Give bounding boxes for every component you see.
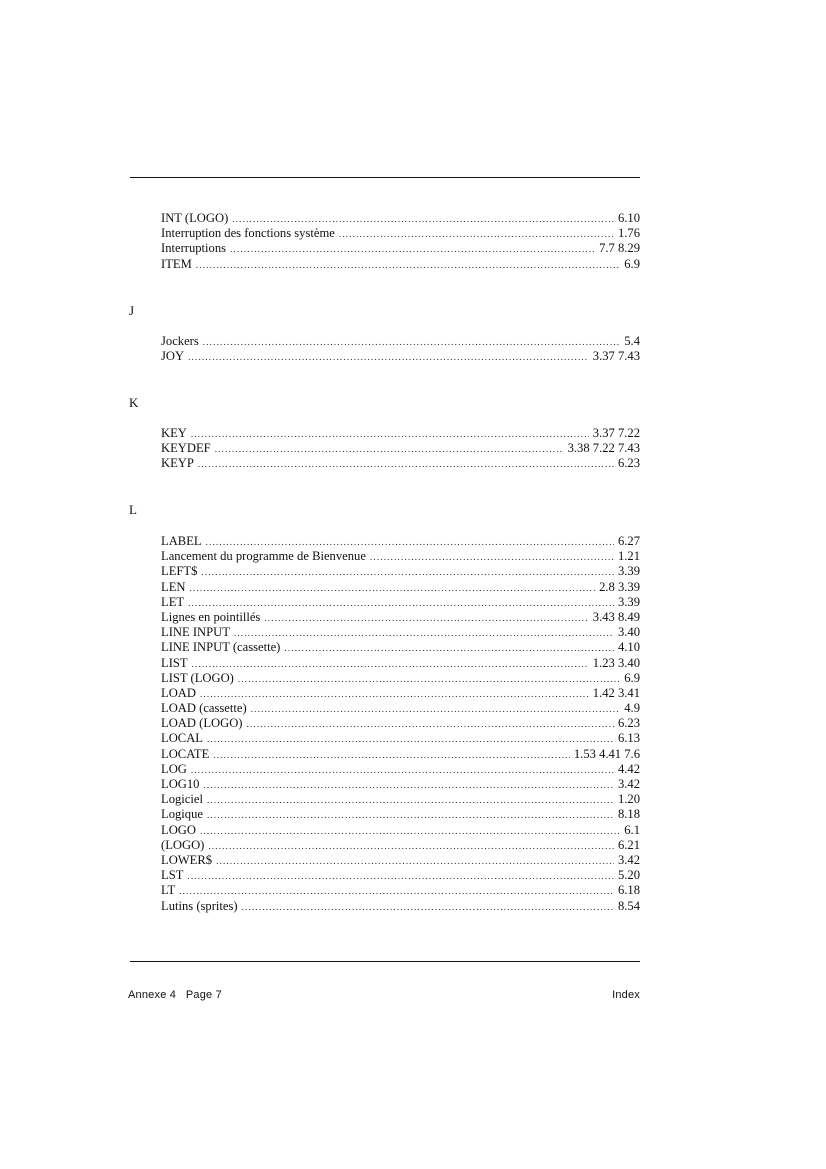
leader-dots: [251, 702, 621, 717]
leader-dots: [206, 535, 614, 550]
entry-pages: 1.53 4.41 7.6: [573, 746, 640, 761]
entry-term: KEYP: [161, 456, 194, 471]
leader-dots: [284, 641, 614, 656]
entry-pages: 3.43 8.49: [592, 609, 640, 624]
index-entry: [161, 656, 640, 671]
entry-term: LINE INPUT: [161, 625, 230, 640]
index-entry: [161, 549, 640, 564]
index-group-j: [161, 334, 640, 364]
leader-dots: [370, 550, 614, 565]
entry-term: Logiciel: [161, 792, 203, 807]
entry-term: INT (LOGO): [161, 211, 229, 225]
entry-pages: 3.38 7.22 7.43: [567, 441, 640, 456]
entry-term: Lutins (sprites): [161, 898, 238, 913]
index-entry: [161, 349, 640, 364]
entry-pages: 1.23 3.40: [592, 655, 640, 670]
entry-term: KEY: [161, 426, 187, 440]
index-entry: [161, 640, 640, 655]
entry-pages: 6.18: [617, 883, 640, 898]
entry-term: ITEM: [161, 256, 192, 271]
leader-dots: [187, 869, 614, 884]
entry-pages: 6.9: [624, 256, 640, 271]
leader-dots: [207, 732, 614, 747]
index-entry: [161, 241, 640, 256]
leader-dots: [213, 748, 570, 763]
index-entry: [161, 701, 640, 716]
leader-dots: [207, 793, 614, 808]
entry-pages: 3.39: [617, 594, 640, 609]
entry-pages: 6.1: [624, 822, 640, 837]
footer-section-label: Index: [612, 989, 640, 1001]
top-rule: [130, 177, 640, 178]
index-group-l: [161, 534, 640, 914]
index-group-i: [161, 211, 640, 272]
index-entry: [161, 671, 640, 686]
index-entry: [161, 762, 640, 777]
index-entry: [161, 868, 640, 883]
index-entry: [161, 792, 640, 807]
entry-pages: 8.54: [617, 898, 640, 913]
leader-dots: [192, 657, 589, 672]
leader-dots: [216, 854, 614, 869]
entry-pages: 5.4: [624, 334, 640, 348]
leader-dots: [198, 457, 614, 472]
entry-term: LOG10: [161, 777, 200, 791]
entry-pages: 1.20: [617, 792, 640, 807]
entry-term: JOY: [161, 349, 185, 364]
leader-dots: [230, 242, 595, 257]
entry-term: Lignes en pointillés: [161, 609, 261, 624]
entry-pages: 3.39: [617, 564, 640, 579]
leader-dots: [189, 581, 595, 596]
entry-pages: 6.9: [624, 670, 640, 685]
leader-dots: [232, 212, 614, 227]
entry-pages: 2.8 3.39: [599, 579, 640, 594]
entry-pages: 8.18: [617, 807, 640, 822]
section-letter-k: K: [129, 395, 139, 410]
leader-dots: [201, 565, 614, 580]
entry-pages: 1.76: [617, 226, 640, 241]
entry-pages: 6.13: [617, 731, 640, 746]
leader-dots: [188, 350, 589, 365]
bottom-rule: [130, 961, 640, 962]
index-entry: [161, 807, 640, 822]
entry-pages: 6.23: [617, 456, 640, 471]
entry-pages: 6.21: [617, 837, 640, 852]
entry-term: LOAD: [161, 685, 196, 700]
index-entry: [161, 823, 640, 838]
entry-term: LOAD (cassette): [161, 701, 247, 716]
entry-term: Lancement du programme de Bienvenue: [161, 549, 366, 564]
index-entry: [161, 226, 640, 241]
entry-pages: 4.42: [617, 761, 640, 776]
index-group-k: [161, 426, 640, 472]
entry-pages: 6.10: [617, 211, 640, 225]
index-entry: [161, 716, 640, 731]
entry-pages: 6.27: [617, 534, 640, 548]
index-entry: [161, 838, 640, 853]
entry-pages: 3.42: [617, 852, 640, 867]
entry-term: Jockers: [161, 334, 199, 348]
section-letter-j: J: [129, 303, 135, 318]
leader-dots: [339, 227, 614, 242]
entry-pages: 7.7 8.29: [599, 241, 640, 256]
index-entry: [161, 426, 640, 441]
entry-pages: 4.10: [617, 640, 640, 655]
leader-dots: [200, 687, 589, 702]
entry-pages: 3.42: [617, 777, 640, 791]
index-entry: [161, 883, 640, 898]
leader-dots: [208, 839, 614, 854]
index-entry: [161, 686, 640, 701]
entry-pages: 3.37 7.22: [592, 426, 640, 440]
index-entry: [161, 731, 640, 746]
entry-pages: 1.42 3.41: [592, 685, 640, 700]
entry-term: LOWER$: [161, 852, 213, 867]
entry-term: LOCATE: [161, 746, 210, 761]
index-entry: [161, 334, 640, 349]
leader-dots: [238, 672, 620, 687]
entry-term: LOAD (LOGO): [161, 716, 243, 731]
index-entry: [161, 441, 640, 456]
index-entry: [161, 777, 640, 792]
leader-dots: [247, 717, 614, 732]
entry-pages: 3.37 7.43: [592, 349, 640, 364]
leader-dots: [207, 808, 614, 823]
entry-term: LOCAL: [161, 731, 203, 746]
index-entry: [161, 625, 640, 640]
footer-page-label: Annexe 4 Page 7: [128, 989, 222, 1001]
leader-dots: [196, 258, 620, 273]
index-entry: [161, 747, 640, 762]
index-entry: [161, 580, 640, 595]
entry-term: LEN: [161, 579, 186, 594]
entry-term: Interruption des fonctions système: [161, 226, 335, 241]
index-entry: [161, 610, 640, 625]
index-entry: [161, 211, 640, 226]
leader-dots: [215, 442, 564, 457]
entry-term: LIST (LOGO): [161, 670, 234, 685]
index-entry: [161, 899, 640, 914]
leader-dots: [242, 900, 614, 915]
entry-pages: 1.21: [617, 549, 640, 564]
leader-dots: [264, 611, 588, 626]
entry-term: Interruptions: [161, 241, 227, 256]
leader-dots: [188, 596, 614, 611]
leader-dots: [191, 763, 614, 778]
entry-term: LT: [161, 883, 176, 898]
entry-pages: 4.9: [624, 701, 640, 716]
entry-term: KEYDEF: [161, 441, 211, 456]
section-letter-l: L: [129, 502, 137, 517]
entry-term: Logique: [161, 807, 203, 822]
leader-dots: [191, 427, 589, 442]
index-entry: [161, 853, 640, 868]
entry-term: (LOGO): [161, 837, 205, 852]
index-entry: [161, 564, 640, 579]
entry-term: LINE INPUT (cassette): [161, 640, 281, 655]
entry-pages: 3.40: [617, 625, 640, 640]
entry-pages: 6.23: [617, 716, 640, 731]
leader-dots: [234, 626, 614, 641]
entry-term: LST: [161, 868, 184, 883]
index-entry: [161, 456, 640, 471]
entry-term: LET: [161, 594, 185, 609]
entry-pages: 5.20: [617, 868, 640, 883]
entry-term: LOGO: [161, 822, 196, 837]
entry-term: LIST: [161, 655, 188, 670]
index-entry: [161, 595, 640, 610]
leader-dots: [200, 824, 620, 839]
entry-term: LOG: [161, 761, 187, 776]
entry-term: LABEL: [161, 534, 202, 548]
leader-dots: [179, 884, 614, 899]
entry-term: LEFT$: [161, 564, 198, 579]
index-entry: [161, 257, 640, 272]
leader-dots: [203, 778, 613, 793]
index-entry: [161, 534, 640, 549]
leader-dots: [203, 335, 620, 350]
